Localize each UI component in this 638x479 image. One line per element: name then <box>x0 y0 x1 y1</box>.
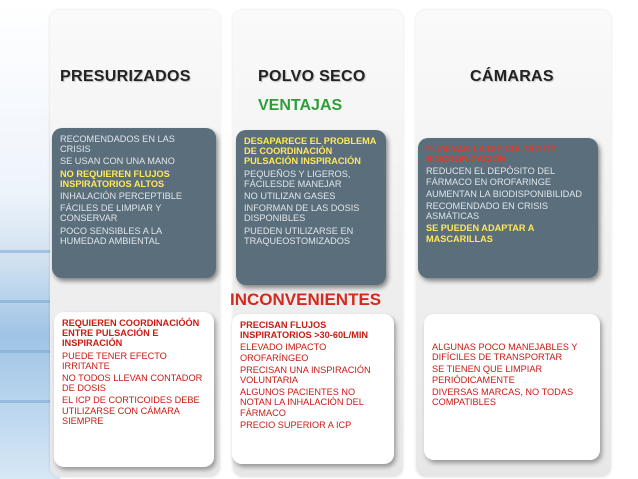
list-item: ALGUNAS POCO MANEJABLES Y DIFÍCILES DE TRANSPORTAR <box>432 342 578 363</box>
header-polvo-seco: POLVO SECO <box>258 68 366 85</box>
list-item: PRECISAN FLUJOS INSPIRATORIOS >30-60L/MIN <box>240 320 369 341</box>
list-item: NO REQUIEREN FLUJOS INSPIRATORIOS ALTOS <box>60 168 170 189</box>
list-item: NO TODOS LLEVAN CONTADOR DE DOSIS <box>62 373 203 394</box>
list-item: RECOMENDADOS EN LAS CRISIS <box>60 134 175 155</box>
list-item: PUEDE TENER EFECTO IRRITANTE <box>62 350 167 371</box>
list-item: SE PUEDEN ADAPTAR A MASCARILLAS <box>426 223 535 244</box>
list-item: EL ICP DE CORTICOIDES DEBE UTILIZARSE CON CÁMARA SIEMPRE <box>62 395 200 426</box>
list-item: PRECIO SUPERIOR A ICP <box>240 419 352 430</box>
list-item: SE TIENEN QUE LIMPIAR PERIÓDICAMENTE <box>432 364 543 385</box>
inconvenientes-camaras-box <box>424 314 600 460</box>
ventajas-camaras-box <box>418 138 598 278</box>
list-item: NO UTILIZAN GASES <box>244 191 336 202</box>
list-item: ALGUNOS PACIENTES NO NOTAN LA INHALACIÓN DEL FÁRMACO <box>240 387 364 418</box>
list-item: PRECISAN UNA INSPIRACIÓN VOLUNTARIA <box>240 364 371 386</box>
header-presurizados: PRESURIZADOS <box>60 68 191 85</box>
label-inconvenientes: INCONVENIENTES <box>230 290 382 309</box>
list-item: DIVERSAS MARCAS, NO TODAS COMPATIBLES <box>432 386 574 408</box>
list-item: PUEDEN UTILIZARSE EN TRAQUEOSTOMIZADOS <box>244 225 354 246</box>
list-item: REDUCEN EL DEPÓSITO DEL FÁRMACO EN OROFARINGE <box>426 166 555 187</box>
list-item: AUMENTAN LA BIODISPONIBILIDAD <box>426 188 583 199</box>
list-item: INHALACIÓN PERCEPTIBLE <box>60 191 183 202</box>
list-item: INFORMAN DE LAS DOSIS DISPONIBLES <box>244 203 360 224</box>
inconvenientes-polvo-seco-box <box>232 314 394 464</box>
list-item: DESAPARECE EL PROBLEMA DE COORDINACIÓN PULSACIÓN INSPIRACIÓN <box>244 136 377 167</box>
list-item: SE USAN CON UNA MANO <box>60 156 175 167</box>
ventajas-presurizados-box <box>52 128 216 278</box>
inconvenientes-presurizados-box <box>54 312 214 467</box>
list-item: ELEVADO IMPACTO OROFARÍNGEO <box>240 342 327 363</box>
label-ventajas: VENTAJAS <box>258 97 343 114</box>
list-item: FÁCILES DE LIMPIAR Y CONSERVAR <box>60 203 162 224</box>
list-item: RECOMENDADO EN CRISIS ASMÁTICAS <box>426 201 549 222</box>
ventajas-polvo-seco-box <box>236 130 386 285</box>
list-item: REQUIEREN COORDINACIÓÓN ENTRE PULSACIÓN E INSPIRACIÓN <box>62 318 200 349</box>
header-camaras: CÁMARAS <box>470 68 554 85</box>
list-item: POCO SENSIBLES A LA HUMEDAD AMBIENTAL <box>60 225 162 246</box>
list-item: ELIMINAN LA DIFICULTAD DE SINCRONIZACIÓN <box>426 144 557 165</box>
list-item: PEQUEÑOS Y LIGEROS, FÁCILESDE MANEJAR <box>244 168 351 189</box>
